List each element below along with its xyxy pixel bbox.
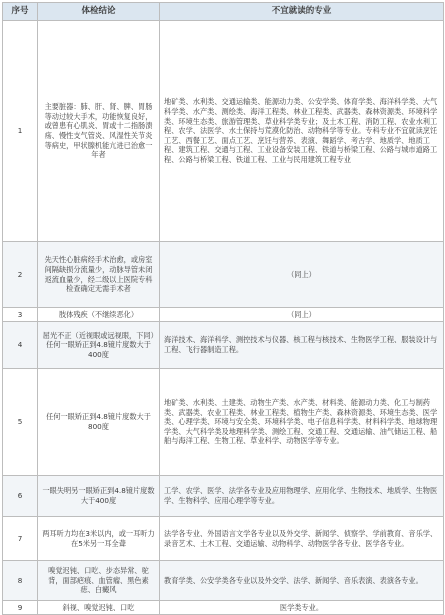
majors-cell: （同上） — [160, 242, 444, 308]
majors-cell: 工学、农学、医学、法学各专业及应用物理学、应用化学、生物技术、地质学、生物医学、生物科学、应用心理学等专业。 — [160, 476, 444, 517]
table-row — [3, 21, 444, 242]
condition-cell: 主要脏器：肺、肝、肾、脾、胃肠等动过较大手术，功能恢复良好，或曾患有心肌炎、胃或十二指肠溃疡、慢性支气管炎、风湿性关节炎等病史，甲状腺机能亢进已治愈一年者 — [38, 21, 160, 242]
condition-cell: 先天性心脏病经手术治愈，或房室间隔缺损分流量少，动脉导管未闭返流血量少，经二级以上医院专科检查确定无需手术者 — [38, 242, 160, 308]
table-row — [3, 561, 444, 601]
majors-cell: 医学类专业。 — [160, 601, 444, 615]
table-row — [3, 242, 444, 308]
condition-cell: 肢体残疾（不继续恶化） — [38, 308, 160, 322]
condition-cell: 任何一眼矫正到4.8镜片度数大于800度 — [38, 369, 160, 476]
row-number: 2 — [3, 242, 38, 308]
restriction-table — [2, 2, 444, 615]
majors-cell: 地矿类、水利类、土建类、动物生产类、水产类、材料类、能源动力类、化工与制药类、武器类、农业工程类、林业工程类、植物生产类、森林资源类、环境生态类、医学类、心理学类、环境与安全类、环境科学类、电子信息科学类、材料科学类、地球物理学类、大气科学类及地理科学类、测绘工程、交通工程、交通运输、油气储运工程、船舶与海洋工程、生物工程、草业科学、动物医学等专业。 — [160, 369, 444, 476]
table-row — [3, 308, 444, 322]
majors-cell: 教育学类、公安学类各专业以及外交学、法学、新闻学、音乐表演、表演各专业。 — [160, 561, 444, 601]
row-number: 3 — [3, 308, 38, 322]
condition-cell: 屈光不正（近视眼或远视眼，下同）任何一眼矫正到4.8镜片度数大于400度 — [38, 322, 160, 369]
row-number: 5 — [3, 369, 38, 476]
header-number: 序号 — [3, 3, 38, 21]
row-number: 6 — [3, 476, 38, 517]
row-number: 7 — [3, 517, 38, 561]
table-row — [3, 476, 444, 517]
header-majors: 不宜就读的专业 — [160, 3, 444, 21]
condition-cell: 两耳听力均在3米以内，或一耳听力在5米另一耳全聋 — [38, 517, 160, 561]
table-header-row — [3, 3, 444, 21]
row-number: 8 — [3, 561, 38, 601]
header-condition: 体检结论 — [38, 3, 160, 21]
majors-cell: （同上） — [160, 308, 444, 322]
table-row — [3, 601, 444, 615]
row-number: 4 — [3, 322, 38, 369]
majors-cell: 海洋技术、海洋科学、测控技术与仪器、核工程与核技术、生物医学工程、服装设计与工程、飞行器制造工程。 — [160, 322, 444, 369]
table-row — [3, 369, 444, 476]
majors-cell: 法学各专业、外国语言文学各专业以及外交学、新闻学、侦察学、学前教育、音乐学、录音艺术、土木工程、交通运输、动物科学、动物医学各专业、医学各专业。 — [160, 517, 444, 561]
condition-cell: 斜视、嗅觉迟钝、口吃 — [38, 601, 160, 615]
row-number: 9 — [3, 601, 38, 615]
row-number: 1 — [3, 21, 38, 242]
table-row — [3, 517, 444, 561]
condition-cell: 嗅觉迟钝、口吃、步态异常、驼背，面部疤痕、血管瘤、黑色素痣、白癜风 — [38, 561, 160, 601]
condition-cell: 一眼失明另一眼矫正到4.8镜片度数大于400度 — [38, 476, 160, 517]
table-row — [3, 322, 444, 369]
majors-cell: 地矿类、水利类、交通运输类、能源动力类、公安学类、体育学类、海洋科学类、大气科学类、水产类、测绘类、海洋工程类、林业工程类、武器类、森林资源类、环境科学类、环境生态类、旅游管理类、草业科学类专业；及土木工程、消防工程、农业水利工程、农学、法医学、水土保持与荒漠化防治、动物科学等专业。专科专业不宜就读烹饪工艺、西餐工艺、面点工艺、烹饪与营养、表演、舞蹈学、考古学、地质学、地质工程、建筑工程、交通与工程、工业设备安装工程、铁道与桥梁工程、公路与城市道路工程、公路与桥梁工程、铁道工程、工业与民用建筑工程专业 — [160, 21, 444, 242]
